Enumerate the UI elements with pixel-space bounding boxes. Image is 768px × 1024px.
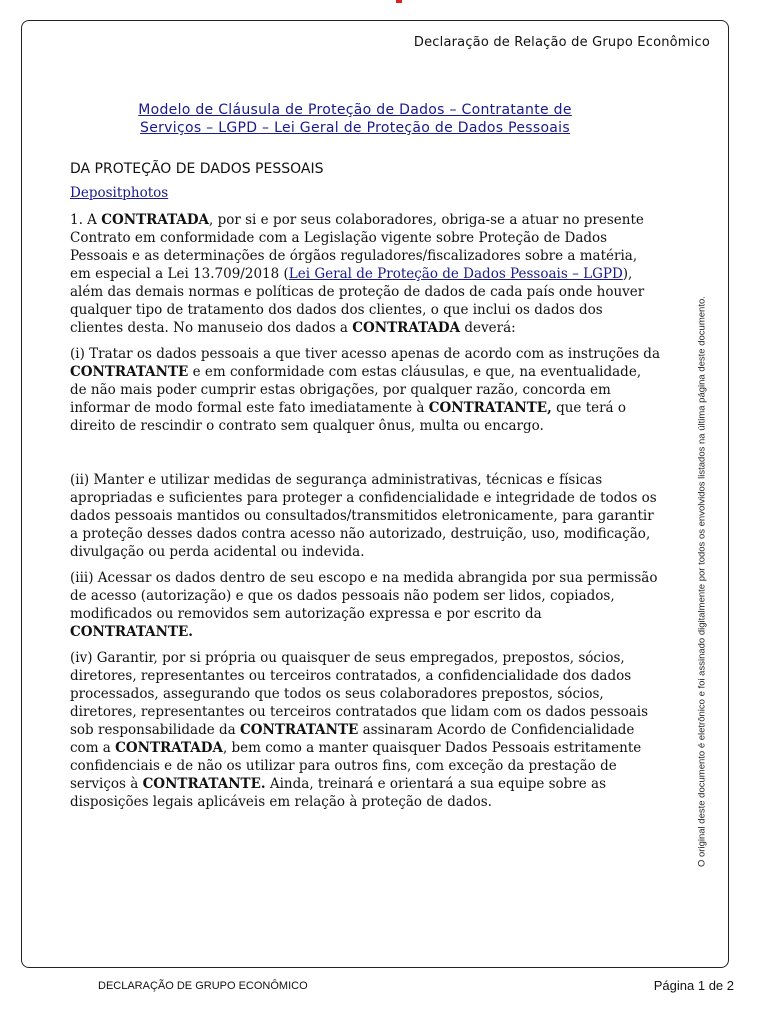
bold-term: CONTRATANTE, <box>428 400 552 416</box>
text-span: (iii) Acessar os dados dentro de seu escopo e na medida abrangida por sua permissão de acesso (autorização) e que os dados pessoais não podem ser lidos, copiados, modificados ou removidos sem autorização expressa e por escrito da <box>70 570 658 622</box>
bold-term: CONTRATANTE <box>240 722 359 738</box>
document-title <box>70 101 640 137</box>
bold-term: CONTRATADA <box>101 212 210 228</box>
title-line-2: Serviços – LGPD – Lei Geral de Proteção de Dados Pessoais <box>140 120 570 136</box>
depositphotos-link[interactable]: Depositphotos <box>70 185 169 201</box>
text-span: (i) Tratar os dados pessoais a que tiver acesso apenas de acordo com as instruções da <box>70 346 660 362</box>
footer-document-name: DECLARAÇÃO DE GRUPO ECONÔMICO <box>98 980 308 992</box>
text-span: que terá o direito de rescindir o contrato sem qualquer ônus, multa ou encargo. <box>70 400 627 434</box>
text-span: e em conformidade com estas cláusulas, e que, na eventualidade, de não mais poder cumprir estas obrigações, por qualquer razão, concorda em informar de modo formal este fato imediatamente à <box>70 364 642 416</box>
document-body <box>70 211 660 819</box>
text-span: ), além das demais normas e políticas de proteção de dados de cada país onde houver qualquer tipo de tratamento dos dados dos clientes, o que inclui os dados dos clientes desta. No manuseio dos dados a <box>70 266 645 336</box>
text-span: Ainda, treinará e orientará a sua equipe sobre as disposições legais aplicáveis em relação à proteção de dados. <box>70 776 607 810</box>
bold-term: CONTRATANTE. <box>142 776 266 792</box>
paragraph-ii <box>70 471 660 561</box>
paragraph-1 <box>70 211 660 337</box>
paragraph-i <box>70 345 660 435</box>
text-span: deverá: <box>460 320 516 336</box>
digital-signature-note: O original deste documento é eletrônico e foi assinado digitalmente por todos os envolvidos listados na última página deste documento. <box>696 296 708 867</box>
bold-term: CONTRATANTE <box>70 364 189 380</box>
title-line-1: Modelo de Cláusula de Proteção de Dados – Contratante de <box>138 102 572 118</box>
footer-page-number: Página 1 de 2 <box>653 978 734 993</box>
text-span: 1. A <box>70 212 102 228</box>
text-span: (iv) Garantir, por si própria ou quaisquer de seus empregados, prepostos, sócios, diretores, representantes ou terceiros contratados, a confidencialidade dos dados processados, assegurando que todos os seus colaboradores prepostos, sócios, diretores, representantes ou terceiros contratados que lidam com os dados pessoais sob responsabilidade da <box>70 650 649 738</box>
bold-term: CONTRATADA <box>115 740 223 756</box>
document-title-link[interactable] <box>138 102 572 136</box>
paragraph-iv <box>70 649 660 811</box>
header-title: Declaração de Relação de Grupo Econômico <box>413 35 710 50</box>
paragraph-iii <box>70 569 660 641</box>
top-edge-mark <box>396 0 402 3</box>
bold-term: CONTRATANTE. <box>70 624 194 640</box>
text-span: (ii) Manter e utilizar medidas de segurança administrativas, técnicas e físicas apropriadas e suficientes para proteger a confidencialidade e integridade de todos os dados pessoais mantidos ou consultados/transmitidos eletronicamente, para garantir a proteção desses dados contra acesso não autorizado, destruição, uso, modificação, divulgação ou perda acidental ou indevida. <box>70 472 657 560</box>
text-span: , bem como a manter quaisquer Dados Pessoais estritamente confidenciais e de não os utilizar para outros fins, com exceção da prestação de serviços à <box>70 740 642 792</box>
lgpd-link[interactable]: Lei Geral de Proteção de Dados Pessoais – LGPD <box>288 266 623 282</box>
text-span: , por si e por seus colaboradores, obriga-se a atuar no presente Contrato em conformidade com a Legislação vigente sobre Proteção de Dados Pessoais e as determinações de órgãos reguladores/fiscalizadores sobre a matéria, em especial a Lei 13.709/2018 ( <box>70 212 644 282</box>
bold-term: CONTRATADA <box>352 320 461 336</box>
section-heading: DA PROTEÇÃO DE DADOS PESSOAIS <box>70 161 324 177</box>
text-span: assinaram Acordo de Confidencialidade com a <box>70 722 635 756</box>
